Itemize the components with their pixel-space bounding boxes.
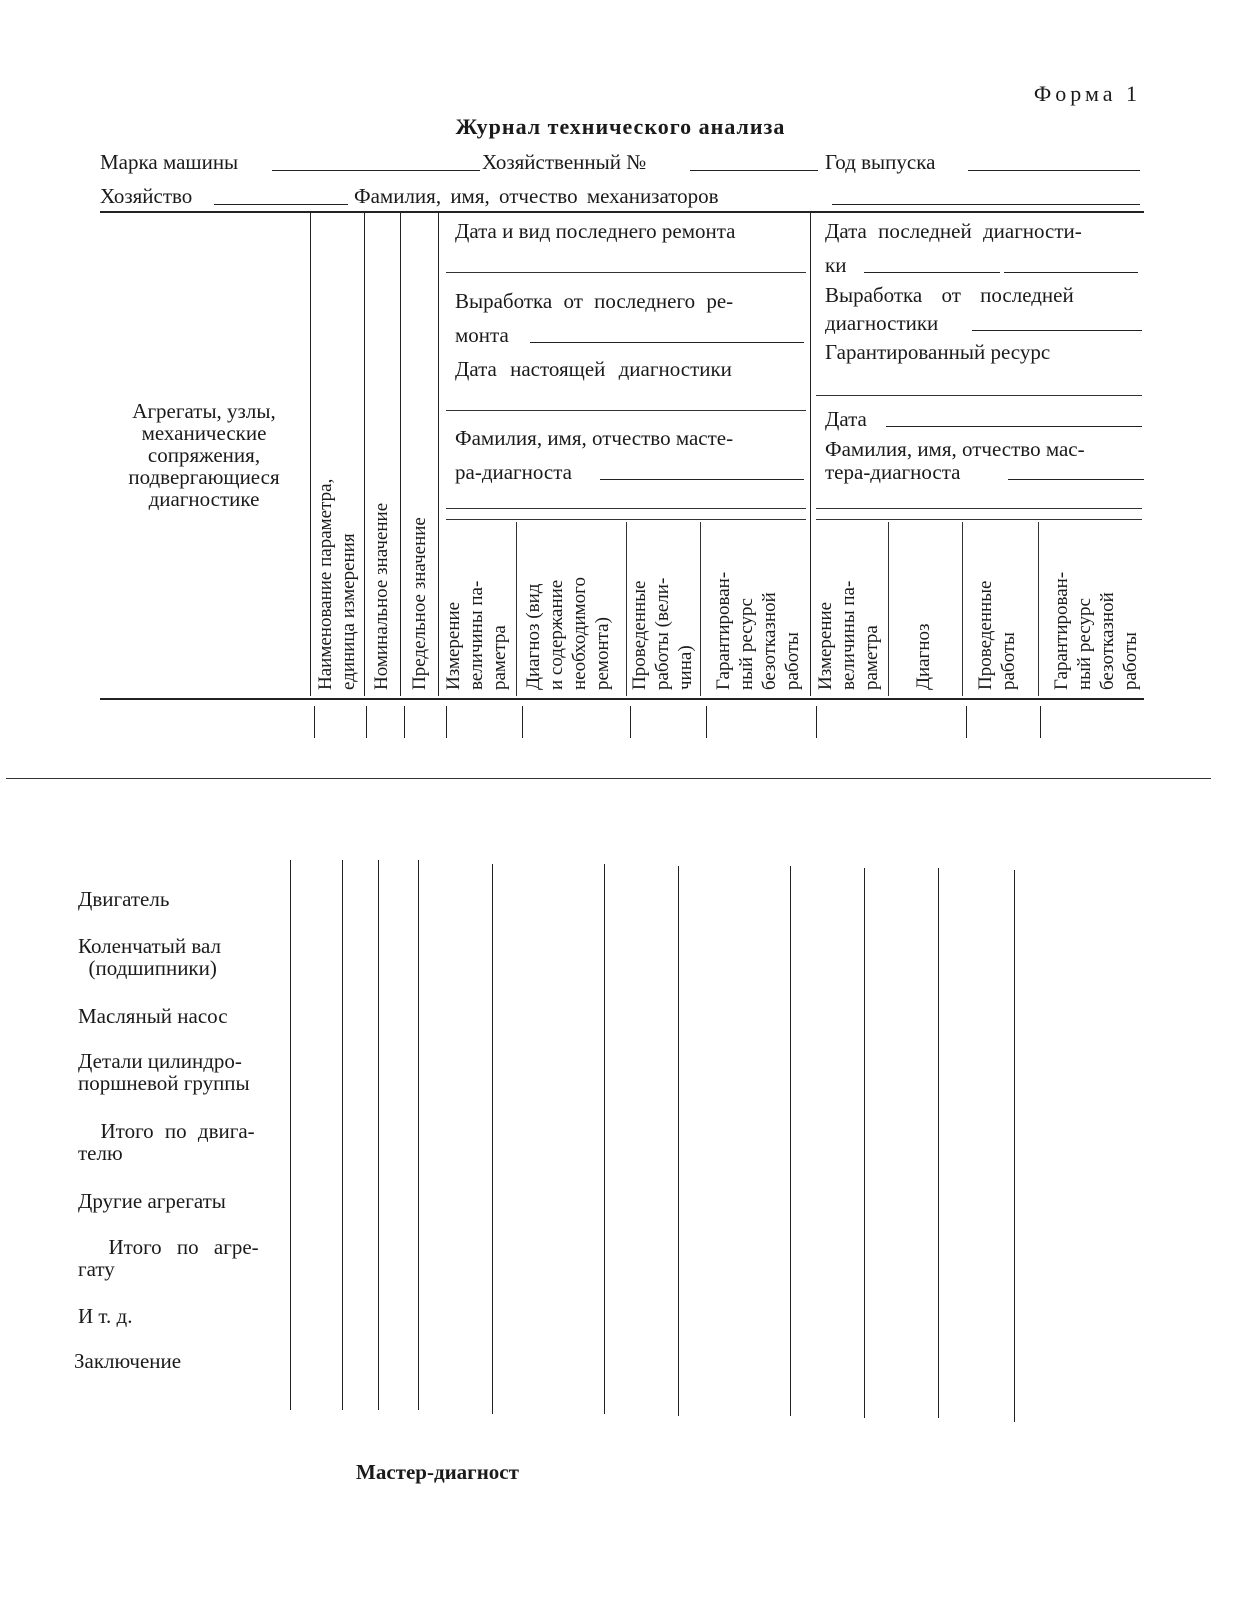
row-label: Детали цилиндро- поршневой группы [78, 1049, 250, 1095]
subcol-divider [1038, 522, 1039, 696]
table-top-border [100, 211, 1144, 213]
operators-field[interactable] [832, 204, 1140, 205]
b2-measure-header: Измерение величины па- раметра [815, 580, 882, 690]
stub-tick [706, 706, 707, 738]
stub-tick [816, 706, 817, 738]
farm-field[interactable] [214, 204, 348, 205]
subcol-divider [888, 522, 889, 696]
subcol-divider [700, 522, 701, 696]
runtime-repair-label-1: Выработка от последнего ре- [455, 289, 734, 313]
rule [446, 272, 806, 273]
col-line [1014, 870, 1015, 1422]
col-line [378, 860, 379, 1410]
current-diag-label: Дата настоящей диагностики [455, 357, 732, 381]
master2-label-2: тера-диагноста [825, 460, 961, 484]
row-label: Итого по двига- телю [78, 1119, 255, 1165]
subcol-divider [626, 522, 627, 696]
rule [816, 519, 1142, 520]
table-header-bottom [100, 698, 1144, 700]
year-field[interactable] [968, 170, 1140, 171]
runtime-repair-field[interactable] [530, 342, 804, 343]
b2-diagnosis-header: Диагноз [913, 623, 934, 690]
rule [446, 410, 806, 411]
nominal-header: Номинальное значение [371, 502, 392, 690]
subcol-divider [962, 522, 963, 696]
limit-header: Предельное значение [409, 517, 430, 690]
last-repair-label: Дата и вид последнего ремонта [455, 219, 736, 243]
col-line [790, 866, 791, 1416]
row-label: Коленчатый вал (подшипники) [78, 934, 221, 980]
runtime-diag-label-1: Выработка от последней [825, 283, 1074, 307]
date-field[interactable] [886, 426, 1142, 427]
runtime-diag-label-2: диагностики [825, 311, 939, 335]
b2-works-header: Проведенные работы [975, 580, 1019, 690]
year-label: Год выпуска [825, 150, 936, 174]
col-divider [364, 212, 365, 696]
b1-measure-header: Измерение величины па- раметра [443, 580, 510, 690]
runtime-repair-label-2: монта [455, 323, 509, 347]
last-diag-label-2: ки [825, 253, 847, 277]
col-line [418, 860, 419, 1410]
row-label: И т. д. [78, 1304, 133, 1328]
stub-tick [366, 706, 367, 738]
rule [446, 508, 806, 509]
col-line [604, 864, 605, 1414]
signature-label: Мастер-диагност [356, 1460, 519, 1484]
farm-label: Хозяйство [100, 184, 193, 208]
stub-tick [522, 706, 523, 738]
b1-diagnosis-header: Диагноз (вид и содержание необходимого ремонта) [523, 577, 613, 690]
col-line [290, 860, 291, 1410]
runtime-diag-field[interactable] [972, 330, 1142, 331]
stub-tick [1040, 706, 1041, 738]
guaranteed-label: Гарантированный ресурс [825, 340, 1051, 364]
stub-tick [404, 706, 405, 738]
form-number: Форма 1 [1033, 81, 1141, 106]
rule [816, 395, 1142, 396]
col-divider [400, 212, 401, 696]
block-divider [810, 212, 811, 696]
b1-resource-header: Гарантирован- ный ресурс безотказной работы [713, 571, 803, 690]
brand-field[interactable] [272, 170, 480, 171]
col-line [864, 868, 865, 1418]
row-label: Двигатель [78, 887, 170, 911]
b2-resource-header: Гарантирован- ный ресурс безотказной работы [1051, 571, 1141, 690]
last-diag-field-a[interactable] [864, 272, 1000, 273]
rule [816, 508, 1142, 509]
col-divider [438, 212, 439, 696]
row-label: Другие агрегаты [78, 1189, 226, 1213]
farm-number-field[interactable] [690, 170, 818, 171]
row-label: Заключение [74, 1349, 182, 1373]
stub-tick [446, 706, 447, 738]
last-diag-label-1: Дата последней диагности- [825, 219, 1082, 243]
stub-tick [630, 706, 631, 738]
page-split-line [6, 778, 1211, 779]
last-diag-field-b[interactable] [1004, 272, 1138, 273]
col-line [678, 866, 679, 1416]
row-label: Масляный насос [78, 1004, 228, 1028]
col-line [492, 864, 493, 1414]
master2-label-1: Фамилия, имя, отчество мас- [825, 437, 1085, 461]
stub-tick [314, 706, 315, 738]
col-divider [310, 212, 311, 696]
master-label-1: Фамилия, имя, отчество масте- [455, 426, 734, 450]
row-label: Итого по агре- гату [78, 1235, 259, 1281]
date-label: Дата [825, 407, 867, 431]
master2-field[interactable] [1008, 479, 1144, 480]
b1-works-header: Проведенные работы (вели- чина) [629, 577, 696, 690]
journal-title: Журнал технического анализа [455, 114, 786, 139]
param-name-header: Наименование параметра, единица измерения [315, 478, 359, 690]
rule [446, 519, 806, 520]
col-line [342, 860, 343, 1410]
farm-number-label: Хозяйственный № [482, 150, 647, 174]
master-label-2: ра-диагноста [455, 460, 573, 484]
operators-label: Фамилия, имя, отчество механизаторов [354, 184, 719, 208]
brand-label: Марка машины [100, 150, 239, 174]
col-line [938, 868, 939, 1418]
subcol-divider [516, 522, 517, 696]
master-field[interactable] [600, 479, 804, 480]
stub-tick [966, 706, 967, 738]
aggregates-header: Агрегаты, узлы, механические сопряжения, подвергающиеся диагностике [128, 399, 280, 511]
